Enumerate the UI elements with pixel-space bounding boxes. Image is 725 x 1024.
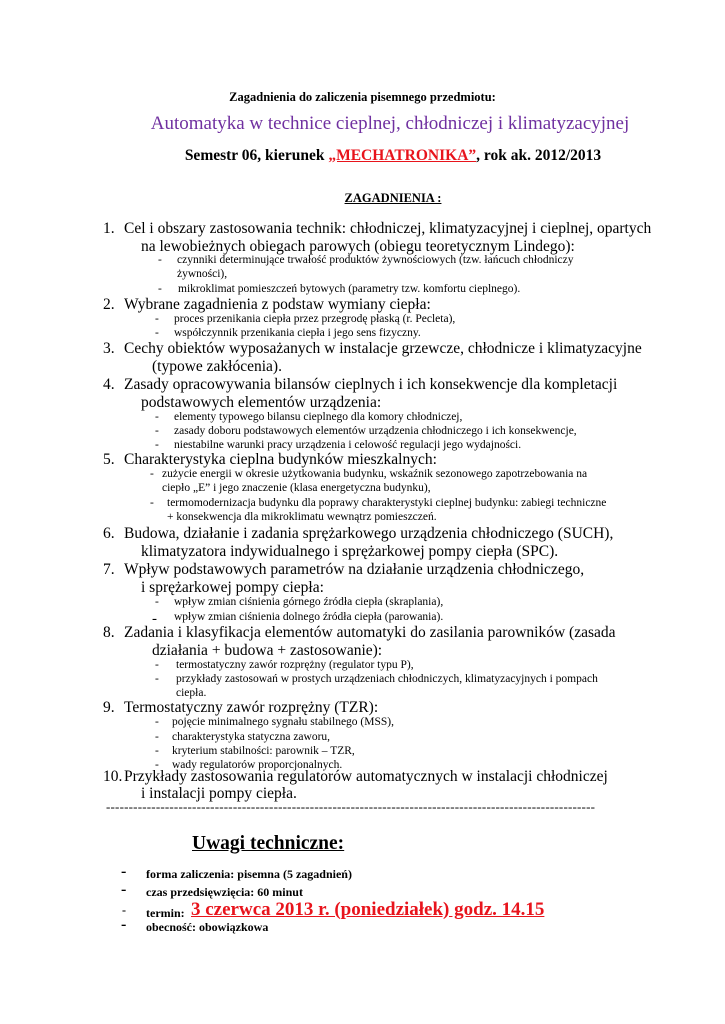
dashed-separator: ------------------------------------------------------------------------------------------------------------	[106, 799, 596, 814]
section-label: ZAGADNIENIA :	[344, 191, 442, 205]
subitem-text: żywności),	[177, 268, 228, 280]
subitem-text: + konsekwencja dla mikroklimatu wewnątrz pomieszczeń.	[167, 511, 437, 523]
subitem-text: zużycie energii w okresie użytkowania budynku, wskaźnik sezonowego zapotrzebowania na	[162, 468, 588, 480]
topic-text: na lewobieżnych obiegach parowych (obiegu teoretycznym Lindego):	[141, 238, 575, 255]
bullet-dash: -	[155, 745, 159, 757]
bullet-dash: -	[155, 425, 159, 437]
semester-line	[0, 147, 725, 165]
topic-number: 7.	[103, 561, 115, 578]
subitem-text: przykłady zastosowań w prostych urządzeniach chłodniczych, klimatyzacyjnych i pompach	[176, 673, 598, 685]
topic-text: Charakterystyka cieplna budynków mieszkalnych:	[124, 451, 437, 468]
subitem-text: ciepło „E” i jego znaczenie (klasa energetyczna budynku),	[162, 482, 431, 494]
topic-text: (typowe zakłócenia).	[152, 358, 282, 375]
subitem-text: zasady doboru podstawowych elementów urządzenia chłodniczego i ich konsekwencje,	[174, 425, 577, 437]
topic-number: 3.	[103, 340, 115, 357]
topic-text: Przykłady zastosowania regulatorów automatycznych w instalacji chłodniczej	[124, 768, 608, 785]
bullet-dash: -	[158, 283, 162, 295]
bullet-dash: -	[155, 411, 159, 423]
note-form: forma zaliczenia: pisemna (5 zagadnień)	[146, 867, 352, 881]
bullet-dash: -	[155, 759, 159, 771]
bullet-dash: -	[155, 716, 159, 728]
bullet-dash: -	[155, 673, 159, 685]
bullet-dash: -	[155, 327, 159, 339]
bullet-dash: -	[155, 596, 159, 608]
document-heading: Zagadnienia do zaliczenia pisemnego przedmiotu:	[229, 90, 496, 104]
note-dash: -	[121, 863, 127, 880]
topic-text: Wpływ podstawowych parametrów na działanie urządzenia chłodniczego,	[124, 561, 585, 578]
subitem-text: ciepła.	[176, 687, 207, 699]
note-term-label: termin:	[146, 906, 185, 920]
subitem-text: charakterystyka statyczna zaworu,	[172, 731, 331, 743]
note-dash: -	[121, 916, 127, 933]
bullet-dash: -	[155, 731, 159, 743]
subitem-text: termomodernizacja budynku dla poprawy charakterystyki cieplnej budynku: zabiegi techniczne	[167, 497, 607, 509]
bullet-dash: -	[155, 659, 159, 671]
topic-number: 6.	[103, 525, 115, 542]
major-name: „MECHATRONIKA”	[328, 147, 477, 164]
note-duration: czas przedsięwzięcia: 60 minut	[146, 885, 303, 899]
notes-heading: Uwagi techniczne:	[192, 833, 345, 854]
subitem-text: wady regulatorów proporcjonalnych.	[172, 759, 343, 771]
subitem-text: wpływ zmian ciśnienia dolnego źródła ciepła (parowania).	[174, 611, 444, 623]
subitem-text: pojęcie minimalnego sygnału stabilnego (MSS),	[172, 716, 394, 728]
topic-number: 4.	[103, 376, 115, 393]
topic-text: i sprężarkowej pompy ciepła:	[141, 579, 324, 596]
topic-text: i instalacji pompy ciepła.	[141, 785, 297, 802]
subitem-text: kryterium stabilności: parownik – TZR,	[172, 745, 355, 757]
semester-prefix: Semestr 06, kierunek	[184, 147, 329, 164]
topic-number: 9.	[103, 699, 115, 716]
note-dash: -	[122, 903, 126, 917]
topic-text: Budowa, działanie i zadania sprężarkowego urządzenia chłodniczego (SUCH),	[124, 525, 614, 542]
subitem-text: czynniki determinujące trwałość produktów żywnościowych (tzw. łańcuch chłodniczy	[177, 254, 574, 266]
topic-text: Cel i obszary zastosowania technik: chłodniczej, klimatyzacyjnej i cieplnej, opartych	[124, 220, 652, 237]
subitem-text: proces przenikania ciepła przez przegrodę płaską (r. Pecleta),	[174, 313, 456, 325]
bullet-dash: -	[152, 611, 157, 627]
topic-number: 2.	[103, 296, 115, 313]
topic-text: Termostatyczny zawór rozprężny (TZR):	[124, 699, 379, 716]
topic-text: Zasady opracowywania bilansów cieplnych i ich konsekwencje dla kompletacji	[124, 376, 618, 393]
subitem-text: niestabilne warunki pracy urządzenia i celowość regulacji jego wydajności.	[174, 439, 522, 451]
topic-text: podstawowych elementów urządzenia:	[141, 394, 382, 411]
subitem-text: elementy typowego bilansu cieplnego dla komory chłodniczej,	[174, 411, 463, 423]
topic-text: klimatyzatora indywidualnego i sprężarkowej pompy ciepła (SPC).	[141, 543, 559, 560]
bullet-dash: -	[155, 439, 159, 451]
topic-number: 5.	[103, 451, 115, 468]
semester-suffix: , rok ak. 2012/2013	[476, 147, 602, 164]
bullet-dash: -	[155, 313, 159, 325]
note-dash: -	[121, 881, 127, 898]
note-term-value: 3 czerwca 2013 r. (poniedziałek) godz. 14.15	[191, 899, 545, 920]
subitem-text: mikroklimat pomieszczeń bytowych (parametry tzw. komfortu cieplnego).	[178, 283, 521, 295]
note-attendance: obecność: obowiązkowa	[146, 920, 269, 934]
bullet-dash: -	[150, 468, 154, 480]
subitem-text: wpływ zmian ciśnienia górnego źródła ciepła (skraplania),	[174, 596, 444, 608]
topic-number: 8.	[103, 624, 115, 641]
topic-text: Cechy obiektów wyposażanych w instalacje grzewcze, chłodnicze i klimatyzacyjne	[124, 340, 642, 357]
subitem-text: termostatyczny zawór rozprężny (regulator typu P),	[176, 659, 414, 671]
topic-number: 10.	[103, 768, 123, 785]
topic-text: działania + budowa + zastosowanie):	[152, 642, 383, 659]
course-title: Automatyka w technice cieplnej, chłodniczej i klimatyzacyjnej	[150, 113, 630, 134]
subitem-text: współczynnik przenikania ciepła i jego sens fizyczny.	[174, 327, 421, 339]
topic-text: Zadania i klasyfikacja elementów automatyki do zasilania parowników (zasada	[124, 624, 616, 641]
bullet-dash: -	[158, 254, 162, 266]
topic-number: 1.	[103, 220, 115, 237]
bullet-dash: -	[150, 497, 154, 509]
topic-text: Wybrane zagadnienia z podstaw wymiany ciepła:	[124, 296, 431, 313]
